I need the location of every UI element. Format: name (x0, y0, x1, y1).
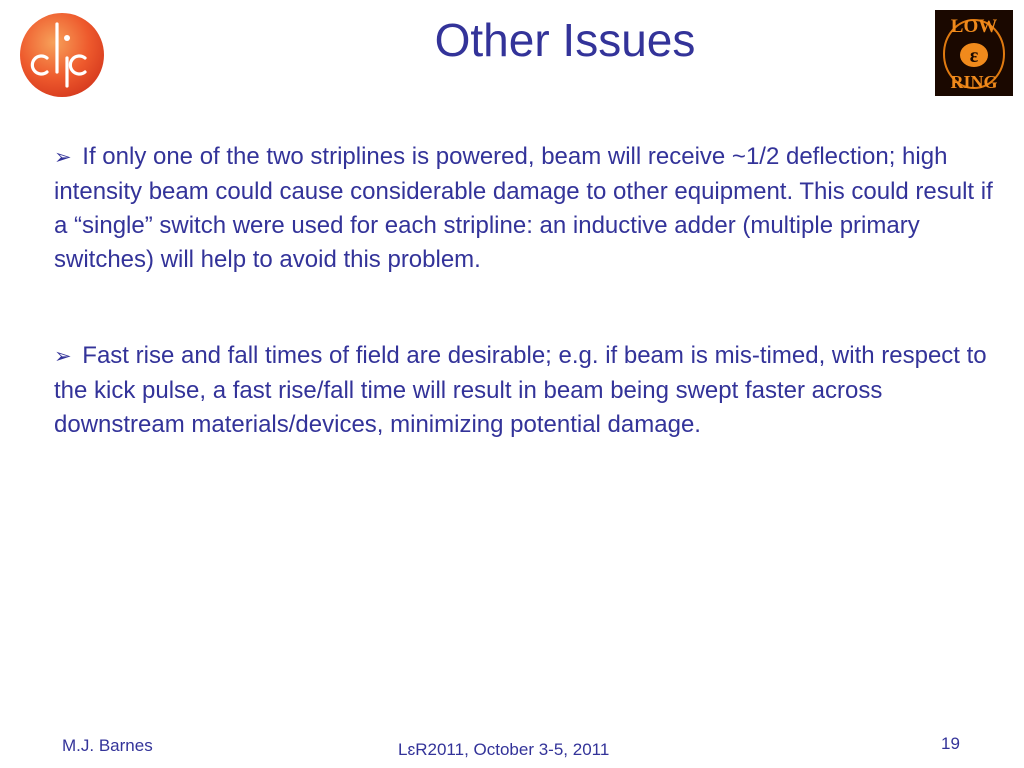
svg-text:LOW: LOW (950, 16, 998, 37)
page-title: Other Issues (434, 14, 696, 66)
bullet-item (54, 140, 994, 277)
clic-logo (19, 12, 105, 98)
slide-body (54, 140, 994, 504)
arrow-bullet-icon: ➢ (54, 146, 72, 169)
low-emittance-ring-logo (935, 10, 1013, 96)
arrow-bullet-icon: ➢ (54, 345, 72, 368)
footer-author: M.J. Barnes (62, 736, 153, 755)
footer-event: LɛR2011, October 3-5, 2011 (398, 740, 610, 759)
bullet-text: Fast rise and fall times of field are desirable; e.g. if beam is mis-timed, with respect to the kick pulse, a fast rise/fall time will result in beam being swept faster across downstream materials/devices, minimizing potential damage. (54, 342, 987, 438)
svg-text:ε: ε (969, 45, 979, 67)
svg-text:RING: RING (950, 72, 998, 92)
bullet-item (54, 339, 994, 442)
page-number: 19 (941, 734, 960, 753)
bullet-text: If only one of the two striplines is powered, beam will receive ~1/2 deflection; high intensity beam could cause considerable damage to other equipment. This could result if a “single” switch were used for each stripline: an inductive adder (multiple primary switches) will help to avoid this problem. (54, 143, 993, 273)
